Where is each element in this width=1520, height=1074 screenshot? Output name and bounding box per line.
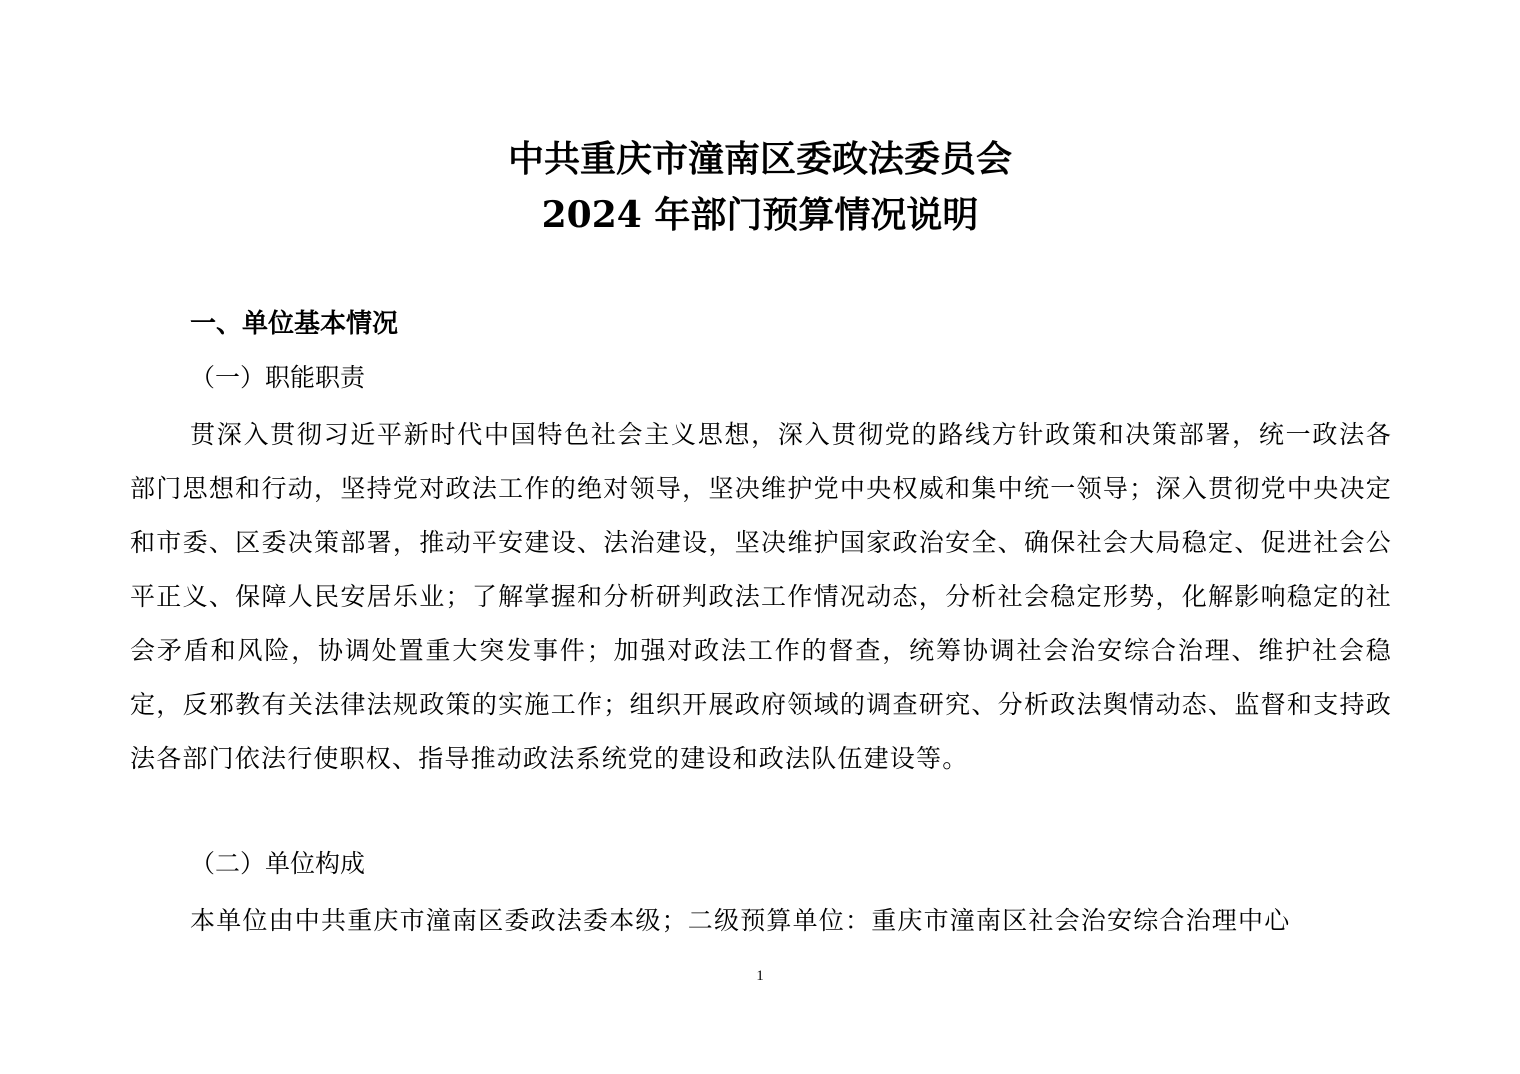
composition-paragraph: 本单位由中共重庆市潼南区委政法委本级；二级预算单位：重庆市潼南区社会治安综合治理中心 xyxy=(190,906,1291,935)
section-heading-basic-info: 一、单位基本情况 xyxy=(190,309,399,339)
document-title-line1: 中共重庆市潼南区委政法委员会 xyxy=(507,138,1012,180)
duties-paragraph: 贯深入贯彻习近平新时代中国特色社会主义思想，深入贯彻党的路线方针政策和决策部署，统一政法各部门思想和行动，坚持党对政法工作的绝对领导，坚决维护党中央权威和集中统一领导；深入贯彻党中央决定和市委、区委决策部署，推动平安建设、法治建设，坚决维护国家政治安全、确保社会大局稳定、促进社会公平正义、保障人民安居乐业；了解掌握和分析研判政法工作情况动态，分析社会稳定形势，化解影响稳定的社会矛盾和风险，协调处置重大突发事件；加强对政法工作的督查，统筹协调社会治安综合治理、维护社会稳定，反邪教有关法律法规政策的实施工作；组织开展政府领域的调查研究、分析政法舆情动态、监督和支持政法各部门依法行使职权、指导推动政法系统党的建设和政法队伍建设等。 xyxy=(130,420,1392,773)
document-title-line2: 2024 年部门预算情况说明 xyxy=(541,194,979,236)
subsection-heading-composition: （二）单位构成 xyxy=(190,849,366,878)
page-number: 1 xyxy=(756,968,764,984)
subsection-heading-duties: （一）职能职责 xyxy=(190,363,366,392)
